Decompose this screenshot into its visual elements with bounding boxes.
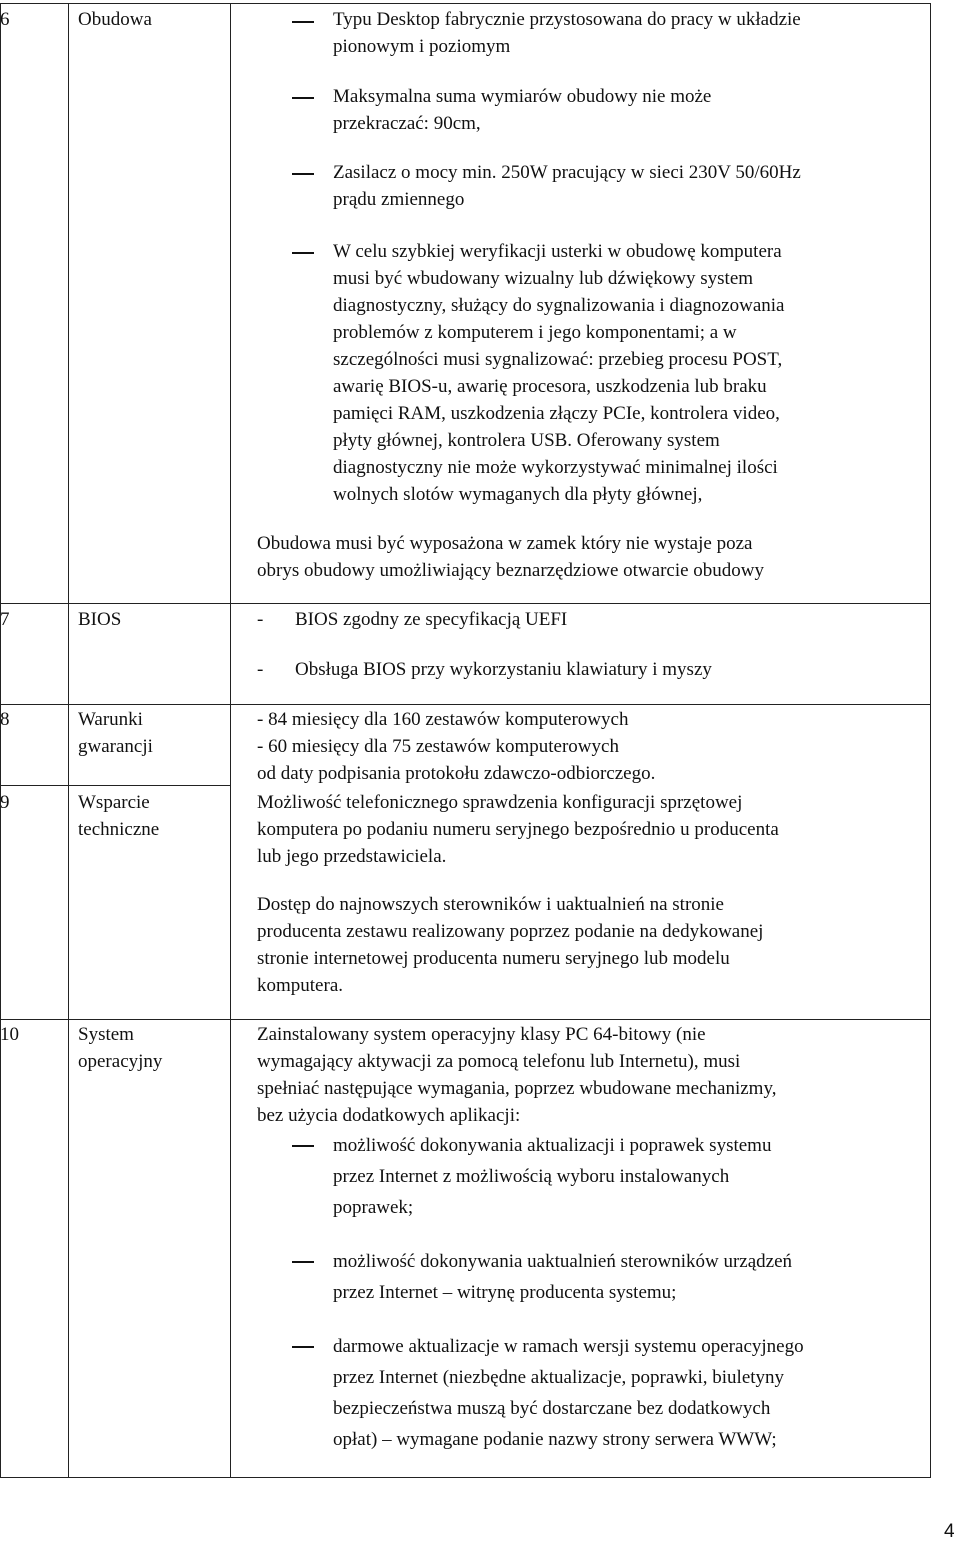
page-number: 4 [944, 1521, 955, 1542]
spec-line: Dostęp do najnowszych sterowników i uaktualnień na stronie [257, 894, 724, 915]
row-number: 10 [0, 1024, 19, 1045]
spec-line: przez Internet – witrynę producenta systemu; [333, 1282, 677, 1303]
row-divider [0, 704, 930, 705]
spec-line: - 84 miesięcy dla 160 zestawów komputerowych [257, 709, 629, 730]
bullet-hyphen: - [257, 659, 264, 680]
row-name: gwarancji [78, 736, 153, 757]
row-number: 9 [0, 792, 10, 813]
spec-line: Typu Desktop fabrycznie przystosowana do pracy w układzie [333, 9, 801, 30]
row-name: techniczne [78, 819, 160, 840]
spec-line: diagnostyczny, służący do sygnalizowania i diagnozowania [333, 295, 785, 316]
row-divider [0, 603, 930, 604]
col-border [230, 3, 231, 1478]
spec-line: Maksymalna suma wymiarów obudowy nie może [333, 86, 712, 107]
bullet-dash [292, 252, 314, 254]
spec-line: obrys obudowy umożliwiający beznarzędziowe otwarcie obudowy [257, 560, 765, 581]
spec-line: lub jego przedstawiciela. [257, 846, 447, 867]
spec-line: przez Internet (niezbędne aktualizacje, poprawki, biuletyny [333, 1367, 785, 1388]
row-name: Wsparcie [78, 792, 150, 813]
spec-line: spełniać następujące wymagania, poprzez wbudowane mechanizmy, [257, 1078, 777, 1099]
spec-line: prądu zmiennego [333, 189, 465, 210]
spec-line: Zasilacz o mocy min. 250W pracujący w sieci 230V 50/60Hz [333, 162, 801, 183]
spec-line: stronie internetowej producenta numeru seryjnego lub modelu [257, 948, 730, 969]
bullet-dash [292, 1261, 314, 1263]
spec-line: Możliwość telefonicznego sprawdzenia konfiguracji sprzętowej [257, 792, 743, 813]
spec-line: bez użycia dodatkowych aplikacji: [257, 1105, 521, 1126]
spec-line: przez Internet z możliwością wyboru instalowanych [333, 1166, 730, 1187]
row-name: BIOS [78, 609, 122, 630]
spec-line: płyty głównej, kontrolera USB. Oferowany system [333, 430, 720, 451]
row-name: Warunki [78, 709, 143, 730]
table-top-border [0, 3, 930, 4]
col-border [68, 3, 69, 1478]
spec-line: Zainstalowany system operacyjny klasy PC 64-bitowy (nie [257, 1024, 706, 1045]
col-border [930, 3, 931, 1478]
row-number: 7 [0, 609, 10, 630]
bullet-dash [292, 173, 314, 175]
bullet-dash [292, 1346, 314, 1348]
spec-line: darmowe aktualizacje w ramach wersji systemu operacyjnego [333, 1336, 804, 1357]
spec-line: możliwość dokonywania aktualizacji i poprawek systemu [333, 1135, 772, 1156]
spec-line: komputera. [257, 975, 344, 996]
spec-line: szczególności musi sygnalizować: przebieg procesu POST, [333, 349, 783, 370]
spec-line: opłat) – wymagane podanie nazwy strony serwera WWW; [333, 1429, 777, 1450]
spec-line: Obudowa musi być wyposażona w zamek który nie wystaje poza [257, 533, 753, 554]
row-number: 8 [0, 709, 10, 730]
spec-line: poprawek; [333, 1197, 414, 1218]
bullet-dash [292, 97, 314, 99]
row-name: System [78, 1024, 134, 1045]
spec-line: problemów z komputerem i jego komponentami; a w [333, 322, 737, 343]
spec-line: - 60 miesięcy dla 75 zestawów komputerowych [257, 736, 619, 757]
spec-line: musi być wbudowany wizualny lub dźwiękowy system [333, 268, 754, 289]
row-name: Obudowa [78, 9, 152, 30]
bullet-hyphen: - [257, 609, 264, 630]
row-number: 6 [0, 9, 10, 30]
spec-line: wymagający aktywacji za pomocą telefonu lub Internetu), musi [257, 1051, 741, 1072]
spec-line: od daty podpisania protokołu zdawczo-odbiorczego. [257, 763, 656, 784]
spec-line: producenta zestawu realizowany poprzez podanie na dedykowanej [257, 921, 764, 942]
row-divider [0, 1019, 930, 1020]
spec-line: możliwość dokonywania uaktualnień sterowników urządzeń [333, 1251, 793, 1272]
spec-line: wolnych slotów wymaganych dla płyty głównej, [333, 484, 703, 505]
spec-line: przekraczać: 90cm, [333, 113, 481, 134]
spec-line: awarię BIOS-u, awarię procesora, uszkodzenia lub braku [333, 376, 767, 397]
col-border [0, 3, 1, 1478]
row-divider [0, 785, 230, 786]
spec-line: BIOS zgodny ze specyfikacją UEFI [295, 609, 568, 630]
spec-line: diagnostyczny nie może wykorzystywać minimalnej ilości [333, 457, 778, 478]
table-bottom-border [0, 1477, 930, 1478]
bullet-dash [292, 21, 314, 23]
spec-line: pamięci RAM, uszkodzenia złączy PCIe, kontrolera video, [333, 403, 780, 424]
spec-line: bezpieczeństwa muszą być dostarczane bez dodatkowych [333, 1398, 771, 1419]
spec-line: Obsługa BIOS przy wykorzystaniu klawiatury i myszy [295, 659, 712, 680]
spec-line: komputera po podaniu numeru seryjnego bezpośrednio u producenta [257, 819, 779, 840]
bullet-dash [292, 1145, 314, 1147]
spec-line: pionowym i poziomym [333, 36, 511, 57]
row-name: operacyjny [78, 1051, 163, 1072]
spec-line: W celu szybkiej weryfikacji usterki w obudowę komputera [333, 241, 782, 262]
